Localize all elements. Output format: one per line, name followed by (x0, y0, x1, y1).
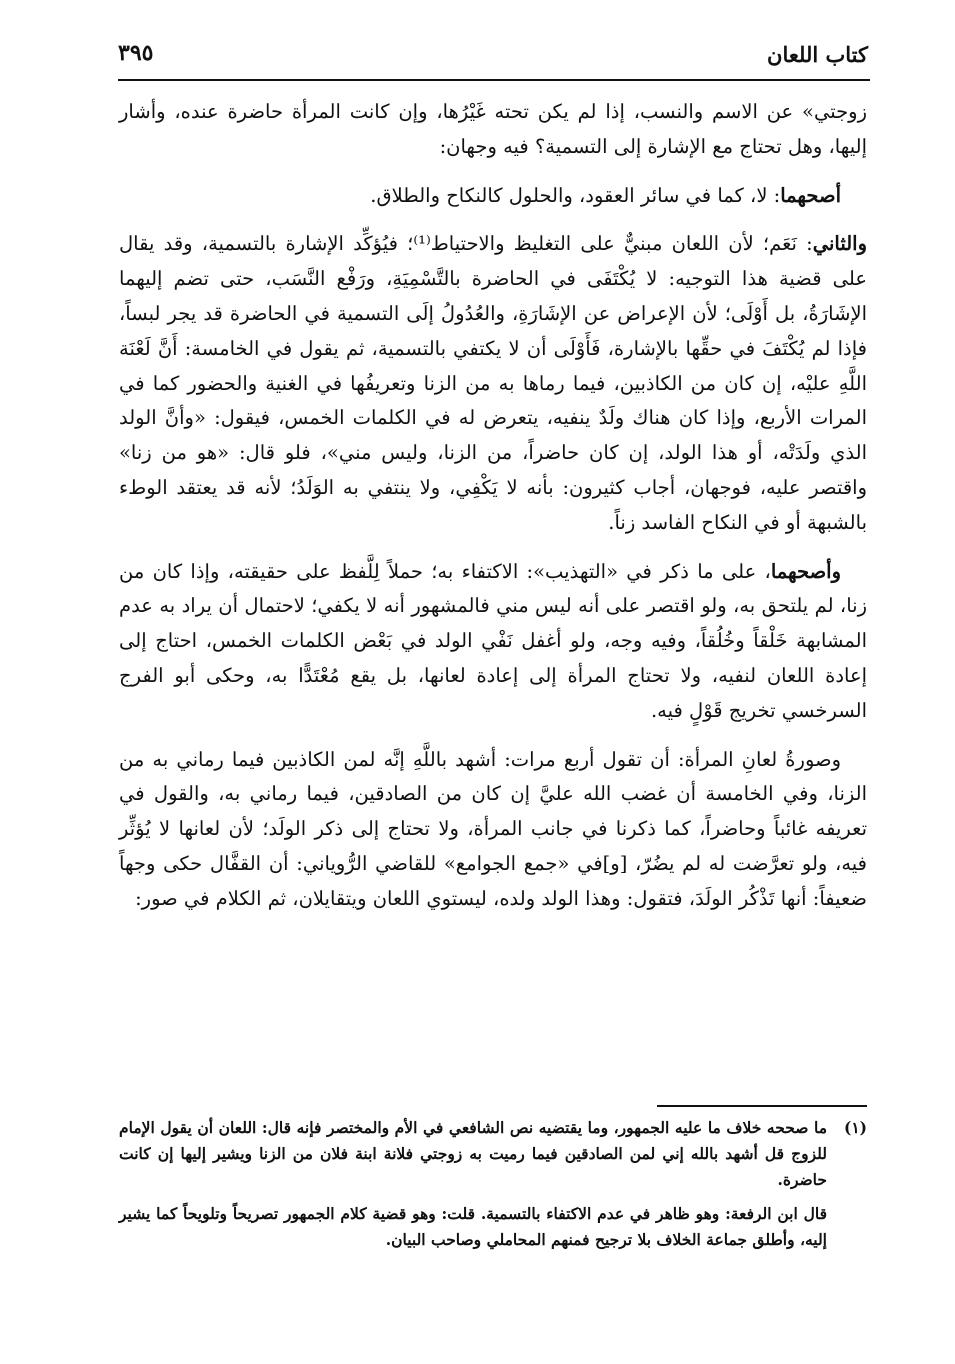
header-rule (118, 79, 870, 81)
footnote-1-text: ما صححه خلاف ما عليه الجمهور، وما يقتضيه نص الشافعي في الأم والمختصر فإنه قال: اللعان أن يقول الإمام للزوج قل أشهد بالله إني لمن الصادقين فيما رميت به زوجتي فلانة ابنة فلان من الزنا ويشير إليها إن كانت حاضرة. (119, 1118, 827, 1189)
footnote-1-marker: (١) (843, 1118, 867, 1137)
paragraph-4-lead: وأصحهما (770, 559, 841, 583)
paragraph-2-lead: أصحهما (780, 183, 841, 207)
paragraph-3 (119, 227, 867, 540)
paragraph-1: زوجتي» عن الاسم والنسب، إذا لم يكن تحته غَيْرُها، وإن كانت المرأة حاضرة عنده، وأشار إليها، وهل تحتاج مع الإشارة إلى التسمية؟ فيه وجهان: (119, 100, 867, 158)
paragraph-3-lead: والثاني (812, 232, 867, 256)
main-text (119, 95, 867, 931)
footnote-1 (119, 1115, 867, 1193)
paragraph-4-text: ، على ما ذكر في «التهذيب»: الاكتفاء به؛ حملاً لِلَّفظ على حقيقته، وإذا كان من زنا، لم يلتحق به، ولو اقتصر على أنه ليس مني فالمشهور أنه لا يكفي؛ لاحتمال أن يراد به عدم المشابهة خَلْقاً وخُلُقاً، وفيه وجه، ولو أغفل نَفْي الولد في بَعْض الكلمات الخمس، احتاج إلى إعادة اللعان لنفيه، ولا تحتاج المرأة إلى إعادة لعانها، بل يقع مُعْتَدًّا به، وحكى أبو الفرج السرخسي تخريج قَوْلٍ فيه. (119, 559, 867, 722)
paragraph-5: وصورةُ لعانِ المرأة: أن تقول أربع مرات: أشهد باللَّهِ إنَّه لمن الكاذبين فيما رماني به من الزنا، وفي الخامسة أن غضب الله عليَّ إن كان من الصادقين، فيما رماني به، والقول في تعريفه غائباً وحاضراً، كما ذكرنا في جانب المرأة، ولا تحتاج إلى ذكر الولَد؛ لأن لعانها لا يُؤثِّر فيه، ولو تعرَّضت له لم يضُرّ، [و]في «جمع الجوامع» للقاضي الرُّوياني: أن القفَّال حكى وجهاً ضعيفاً: أنها تَذْكُر الولَدَ، فتقول: وهذا الولد ولده، ليستوي اللعان ويتقايلان، ثم الكلام في صور: (119, 747, 867, 910)
footnote-1-continuation: قال ابن الرفعة: وهو ظاهر في عدم الاكتفاء بالتسمية. قلت: وهو قضية كلام الجمهور تصريحاً وتلويحاً كما يشير إليه، وأطلق جماعة الخلاف بلا ترجيح فمنهم المحاملي وصاحب البيان. (119, 1204, 827, 1249)
page-number: ٣٩٥ (118, 40, 154, 66)
paragraph-2 (119, 179, 867, 214)
footnote-separator (657, 1105, 867, 1107)
footnotes (119, 1115, 867, 1261)
paragraph-4 (119, 555, 867, 729)
paragraph-3-text: : نَعَم؛ لأن اللعان مبنيٌّ على التغليظ والاحتياط⁽¹⁾؛ فيُؤكِّد الإشارة بالتسمية، وقد يقال على قضية هذا التوجيه: لا يُكْتَفَى في الحاضرة بالتَّسْمِيَةِ، ورَفْع النَّسَب، حتى تضم إليهما الإشَارَةُ، بل أَوْلَى؛ لأن الإعراض عن الإشَارَةِ، والعُدُولُ إلَى التسمية في الحاضرة قد يجر لبساً، فإذا لم يُكْتَفَ في حقِّها بالإشارة، فَأَوْلَى أن لا يكتفي بالتسمية، ثم يقول في الخامسة: أَنَّ لَعْنَة اللَّهِ عليْه، إن كان من الكاذبين، فيما رماها به من الزنا وتعريفُها في الغنية والحضور كما في المرات الأربع، وإذا كان هناك ولَدٌ ينفيه، يتعرض له في الكلمات الخمس، فيقول: «وأنَّ الولد الذي ولَدَتْه، أو هذا الولد، إن كان حاضراً، من الزنا، وليس مني»، فلو قال: «هو من زنا» واقتصر عليه، فوجهان، أجاب كثيرون: بأنه لا يَكْفِي، ولا ينتفي به الوَلَدُ؛ لأنه قد يعتقد الوطء بالشبهة أو في النكاح الفاسد زناً. (119, 232, 867, 534)
paragraph-2-text: : لا، كما في سائر العقود، والحلول كالنكاح والطلاق. (370, 183, 781, 207)
running-title: كتاب اللعان (767, 42, 868, 67)
